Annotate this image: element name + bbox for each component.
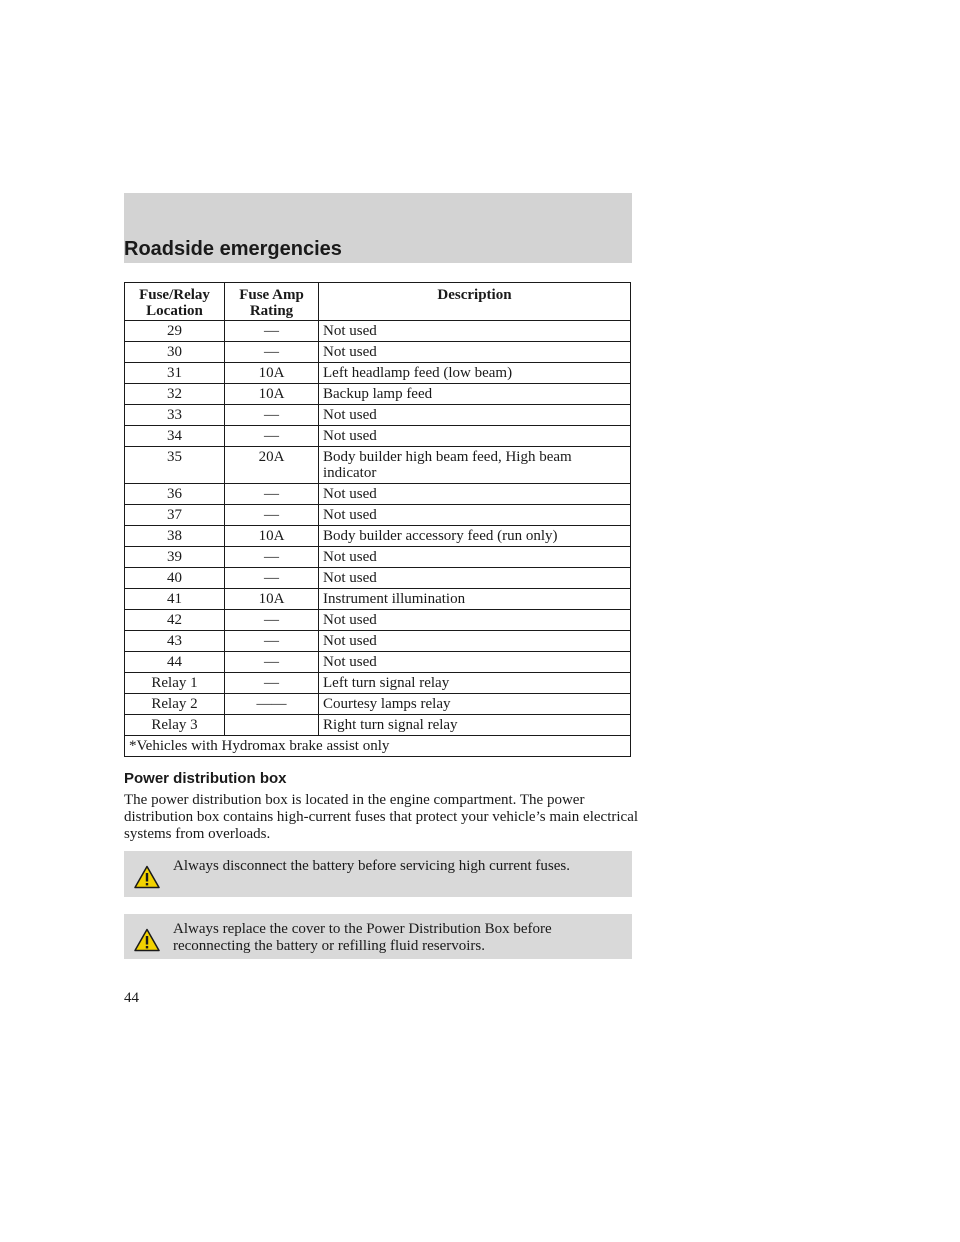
cell-location: 34 — [125, 426, 225, 447]
header-rating: Fuse Amp Rating — [225, 283, 319, 321]
cell-location: 30 — [125, 342, 225, 363]
cell-description: Not used — [319, 321, 631, 342]
warning-box-1 — [124, 851, 632, 897]
cell-location: 33 — [125, 405, 225, 426]
fuse-table-body — [125, 321, 631, 736]
cell-location: 35 — [125, 447, 225, 484]
table-footnote: *Vehicles with Hydromax brake assist only — [125, 736, 631, 757]
cell-location: 36 — [125, 484, 225, 505]
cell-description: Not used — [319, 631, 631, 652]
cell-location: 41 — [125, 589, 225, 610]
fuse-table — [124, 282, 631, 757]
cell-location: 39 — [125, 547, 225, 568]
table-row — [125, 589, 631, 610]
warning-box-2 — [124, 914, 632, 959]
cell-location: Relay 2 — [125, 694, 225, 715]
cell-rating: — — [225, 610, 319, 631]
cell-description: Backup lamp feed — [319, 384, 631, 405]
table-row — [125, 405, 631, 426]
section-body: The power distribution box is located in the engine compartment. The power distribution box contains high-current fuses that protect your vehicle’s main electrical systems from overloads. — [124, 792, 639, 842]
cell-rating: — — [225, 342, 319, 363]
page-number: 44 — [124, 990, 139, 1006]
cell-rating: — — [225, 321, 319, 342]
cell-description: Left headlamp feed (low beam) — [319, 363, 631, 384]
warning-text-1: Always disconnect the battery before servicing high current fuses. — [173, 858, 570, 874]
warning-triangle-icon — [134, 928, 160, 952]
cell-rating: 10A — [225, 363, 319, 384]
page-section-title: Roadside emergencies — [124, 238, 342, 260]
table-row — [125, 484, 631, 505]
table-row — [125, 505, 631, 526]
cell-description: Body builder high beam feed, High beam indicator — [319, 447, 631, 484]
cell-description: Left turn signal relay — [319, 673, 631, 694]
table-row — [125, 631, 631, 652]
cell-description: Not used — [319, 610, 631, 631]
cell-location: Relay 1 — [125, 673, 225, 694]
cell-rating: — — [225, 652, 319, 673]
cell-description: Right turn signal relay — [319, 715, 631, 736]
table-header-row — [125, 283, 631, 321]
table-row — [125, 384, 631, 405]
cell-description: Not used — [319, 426, 631, 447]
table-row — [125, 715, 631, 736]
cell-location: 44 — [125, 652, 225, 673]
cell-location: 38 — [125, 526, 225, 547]
cell-location: 43 — [125, 631, 225, 652]
warning-text-2: Always replace the cover to the Power Distribution Box before reconnecting the battery or refilling fluid reservoirs. — [173, 921, 552, 954]
header-description: Description — [319, 283, 631, 321]
cell-rating: — — [225, 405, 319, 426]
cell-rating: — — [225, 631, 319, 652]
cell-location: 42 — [125, 610, 225, 631]
cell-description: Not used — [319, 505, 631, 526]
cell-rating: — — [225, 505, 319, 526]
cell-rating: — — [225, 568, 319, 589]
cell-rating: 20A — [225, 447, 319, 484]
table-row — [125, 568, 631, 589]
warning-triangle-icon — [134, 865, 160, 889]
cell-description: Instrument illumination — [319, 589, 631, 610]
cell-rating: —— — [225, 694, 319, 715]
cell-rating: — — [225, 673, 319, 694]
cell-rating: 10A — [225, 526, 319, 547]
cell-rating: — — [225, 547, 319, 568]
cell-rating: 10A — [225, 384, 319, 405]
cell-description: Body builder accessory feed (run only) — [319, 526, 631, 547]
cell-location: 31 — [125, 363, 225, 384]
cell-description: Not used — [319, 568, 631, 589]
cell-description: Not used — [319, 547, 631, 568]
cell-location: 32 — [125, 384, 225, 405]
cell-rating: — — [225, 426, 319, 447]
cell-location: 29 — [125, 321, 225, 342]
cell-location: 40 — [125, 568, 225, 589]
cell-description: Not used — [319, 652, 631, 673]
cell-description: Not used — [319, 342, 631, 363]
table-row — [125, 342, 631, 363]
table-row — [125, 447, 631, 484]
table-row — [125, 321, 631, 342]
cell-rating — [225, 715, 319, 736]
table-row — [125, 363, 631, 384]
table-row — [125, 694, 631, 715]
cell-description: Not used — [319, 405, 631, 426]
header-location: Fuse/Relay Location — [125, 283, 225, 321]
table-row — [125, 526, 631, 547]
cell-location: Relay 3 — [125, 715, 225, 736]
cell-location: 37 — [125, 505, 225, 526]
table-row — [125, 610, 631, 631]
table-row — [125, 547, 631, 568]
cell-rating: — — [225, 484, 319, 505]
cell-description: Courtesy lamps relay — [319, 694, 631, 715]
cell-rating: 10A — [225, 589, 319, 610]
section-heading: Power distribution box — [124, 770, 287, 787]
table-row — [125, 673, 631, 694]
table-footnote-row — [125, 736, 631, 757]
table-row — [125, 652, 631, 673]
cell-description: Not used — [319, 484, 631, 505]
table-row — [125, 426, 631, 447]
